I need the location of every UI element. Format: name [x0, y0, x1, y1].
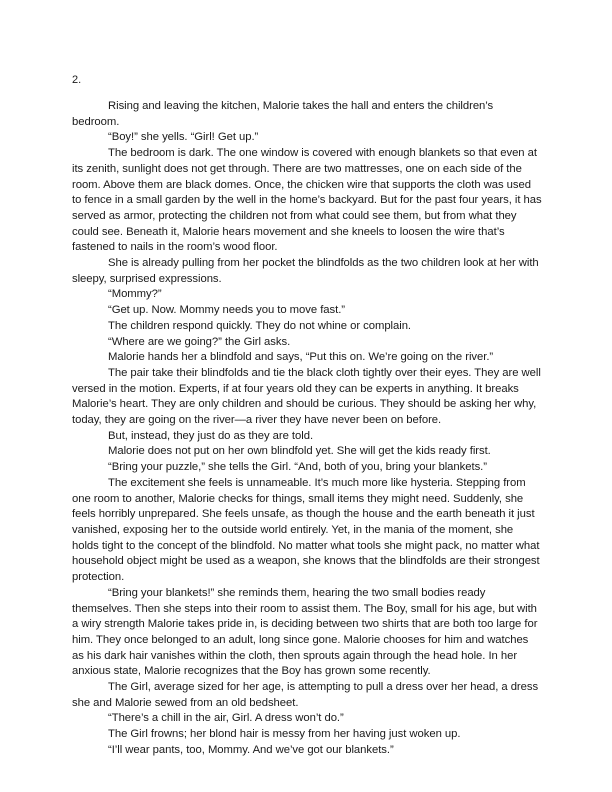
page-number: 2. [72, 74, 82, 86]
paragraph: Malorie does not put on her own blindfold yet. She will get the kids ready first. [108, 445, 491, 458]
paragraph: “I’ll wear pants, too, Mommy. And we’ve got our blankets.” [108, 743, 394, 756]
paragraph: Rising and leaving the kitchen, Malorie takes the hall and enters the children’s bedroom. [72, 100, 494, 128]
paragraph: “Where are we going?” the Girl asks. [108, 335, 291, 348]
paragraph: The excitement she feels is unnameable. It’s much more like hysteria. Stepping from one room to another, Malorie checks for things, small items they might need. Suddenly, she feels horribly unprepared. She feels unsafe, as though the house and the earth beneath it just vanished, exposing her to the outside world entirely. Yet, in the mania of the moment, she holds tight to the concept of the blindfold. No matter what tools she might pack, no matter what household object might be used as a weapon, she knows that the blindfolds are their strongest protection. [72, 476, 540, 584]
paragraph: The Girl, average sized for her age, is attempting to pull a dress over her head, a dress she and Malorie sewed from an old bedsheet. [72, 681, 539, 709]
paragraph: “Bring your puzzle,” she tells the Girl. “And, both of you, bring your blankets.” [108, 461, 487, 474]
paragraph: “Bring your blankets!” she reminds them, hearing the two small bodies ready themselves. Then she steps into their room to assist them. The Boy, small for his age, but with a wiry strength Malorie takes pride in, is deciding between two shirts that are both too large for him. They once belonged to an adult, long since gone. Malorie chooses for him and watches as his dark hair vanishes within the cloth, then sprouts again through the head hole. In her anxious state, Malorie recognizes that the Boy has grown some recently. [72, 586, 538, 678]
paragraph: But, instead, they just do as they are told. [108, 429, 314, 442]
paragraph: “There’s a chill in the air, Girl. A dress won’t do.” [108, 712, 344, 725]
manuscript-body [72, 99, 542, 759]
paragraph: The Girl frowns; her blond hair is messy from her having just woken up. [108, 728, 461, 741]
paragraph: The pair take their blindfolds and tie the black cloth tightly over their eyes. They are well versed in the motion. Experts, if at four years old they can be experts in anything. It breaks Malorie’s heart. They are only children and should be curious. They should be asking her why, today, they are going on the river—a river they have never been on before. [72, 366, 541, 427]
paragraph: “Get up. Now. Mommy needs you to move fast.” [108, 304, 346, 317]
paragraph: The bedroom is dark. The one window is covered with enough blankets so that even at its zenith, sunlight does not get through. There are two mattresses, one on each side of the room. Above them are black domes. Once, the chicken wire that supports the cloth was used to fence in a small garden by the well in the home’s backyard. But for the past four years, it has served as armor, protecting the children not from what could see them, but from what they could see. Beneath it, Malorie hears movement and she kneels to loosen the wire that’s fastened to nails in the room’s wood floor. [72, 147, 542, 254]
paragraph: She is already pulling from her pocket the blindfolds as the two children look at her with sleepy, surprised expressions. [72, 257, 539, 285]
paragraph: The children respond quickly. They do not whine or complain. [108, 319, 412, 332]
paragraph: “Boy!” she yells. “Girl! Get up.” [108, 131, 259, 144]
paragraph: “Mommy?” [108, 288, 162, 301]
paragraph: Malorie hands her a blindfold and says, “Put this on. We’re going on the river.” [108, 351, 494, 364]
